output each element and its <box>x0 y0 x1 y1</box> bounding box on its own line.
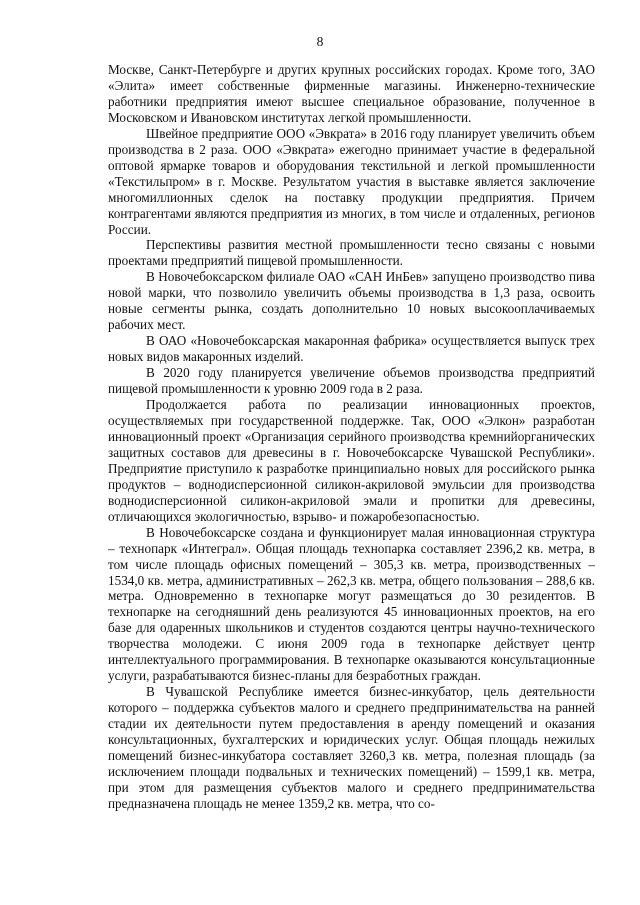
paragraph-business-incubator: В Чувашской Республике имеется бизнес-инкубатор, цель деятельности которого – поддержка субъектов малого и среднего предпринимательства на ранней стадии их деятельности путем предоставления в аренду помещений и оказания консультационных, бухгалтерских и юридических услуг. Общая площадь нежилых помещений бизнес-инкубатора составляет 3260,3 кв. метра, полезная площадь (за исключением площади подвальных и технических помещений) – 1599,1 кв. метра, при этом для размещения субъектов малого и среднего предпринимательства предназначена площадь не менее 1359,2 кв. метра, что со- <box>108 684 595 811</box>
body-text <box>108 62 595 812</box>
paragraph-evkrata: Швейное предприятие ООО «Эвкрата» в 2016 году планирует увеличить объем производства в 2 раза. ООО «Эвкрата» ежегодно принимает участие в федеральной оптовой ярмарке товаров и оборудования текстильной и легкой промышленности «Текстильпром» в г. Москве. Результатом участия в выставке является заключение многомиллионных сделок на поставку продукции предприятия. Причем контрагентами являются предприятия из многих, в том числе и отдаленных, регионов России. <box>108 125 595 237</box>
paragraph-innovation-projects: Продолжается работа по реализации инновационных проектов, осуществляемых при государственной поддержке. Так, ООО «Элкон» разработан инновационный проект «Организация серийного производства кремнийорганических защитных составов для древесины в г. Новочебоксарске Чувашской Республики». Предприятие приступило к разработке принципиально новых для российского рынка продуктов – воднодисперсионной силикон-акриловой эмульсии для производства воднодисперсионной силикон-акриловой эмали и пропитки для древесины, отличающихся экологичностью, взрыво- и пожаробезопасностью. <box>108 397 595 524</box>
paragraph-continuation: Москве, Санкт-Петербурге и других крупных российских городах. Кроме того, ЗАО «Элита» имеет собственные фирменные магазины. Инженерно-технические работники предприятия имеют высшее специальное образование, полученное в Московском и Ивановском институтах легкой промышленности. <box>108 62 595 125</box>
paragraph-san-inbev: В Новочебоксарском филиале ОАО «САН ИнБев» запущено производство пива новой марки, что позволило увеличить объемы производства в 1,3 раза, освоить новые сегменты рынка, создать дополнительно 10 новых высокооплачиваемых рабочих мест. <box>108 269 595 333</box>
paragraph-technopark: В Новочебоксарске создана и функционирует малая инновационная структура – технопарк «Интеграл». Общая площадь технопарка составляет 2396,2 кв. метра, в том числе площадь офисных помещений – 305,3 кв. метра, производственных – 1534,0 кв. метра, административных – 262,3 кв. метра, общего пользования – 288,6 кв. метра. Одновременно в технопарке могут размещаться до 30 резидентов. В технопарке на сегодняшний день реализуются 45 инновационных проектов, на его базе для одаренных школьников и студентов создаются центры научно-технического творчества молодежи. С июня 2009 года в технопарке действует центр интеллектуального программирования. В технопарке оказываются консультационные услуги, разрабатываются бизнес-планы для безработных граждан. <box>108 524 595 684</box>
paragraph-food-industry: Перспективы развития местной промышленности тесно связаны с новыми проектами предприятий пищевой промышленности. <box>108 237 595 269</box>
paragraph-pasta-factory: В ОАО «Новочебоксарская макаронная фабрика» осуществляется выпуск трех новых видов макаронных изделий. <box>108 333 595 365</box>
page-number: 8 <box>316 34 324 49</box>
paragraph-2020-plan: В 2020 году планируется увеличение объемов производства предприятий пищевой промышленности к уровню 2009 года в 2 раза. <box>108 365 595 397</box>
